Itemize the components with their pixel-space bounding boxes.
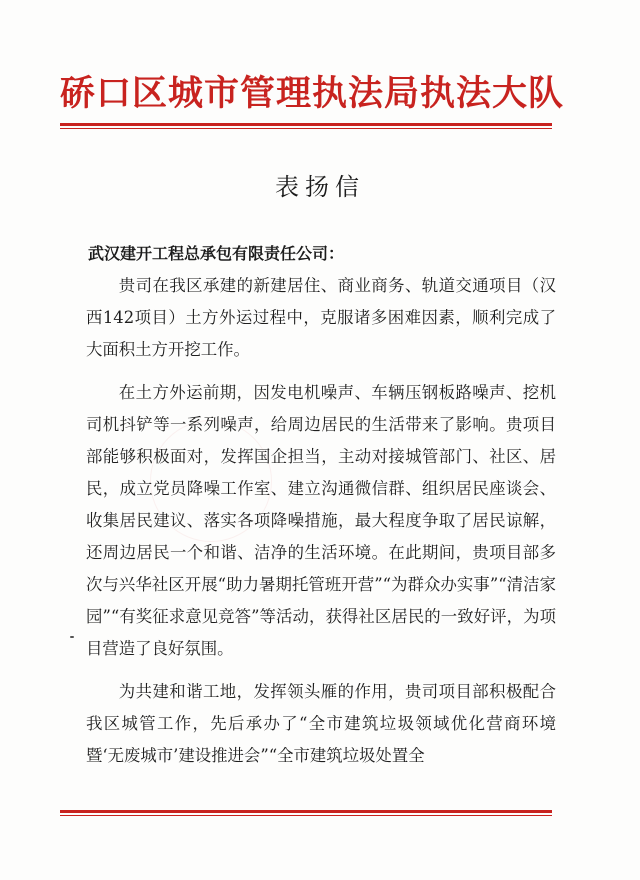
- letterhead-rule-thick: [60, 123, 552, 126]
- body-paragraph-3: 为共建和谐工地，发挥领头雁的作用，贵司项目部积极配合我区城管工作，先后承办了“全市建筑垃圾领域优化营商环境暨‘无废城市’建设推进会”“全市建筑垃圾处置全: [86, 682, 556, 765]
- scan-speck: [70, 636, 74, 638]
- footer-rule-thin: [60, 815, 552, 816]
- footer-rule-thick: [60, 810, 552, 813]
- salutation: 武汉建开工程总承包有限责任公司：: [88, 244, 345, 263]
- letterhead-rule-thin: [60, 128, 552, 129]
- document-body: [86, 270, 556, 783]
- document-title: 表扬信: [275, 173, 365, 201]
- letterhead-org-name: 硚口区城市管理执法局执法大队: [60, 74, 565, 114]
- body-paragraph-1: 贵司在我区承建的新建居住、商业商务、轨道交通项目（汉西142项目）土方外运过程中，克服诸多困难因素，顺利完成了大面积土方开挖工作。: [86, 276, 556, 359]
- body-paragraph-2: 在土方外运前期，因发电机噪声、车辆压钢板路噪声、挖机司机抖铲等一系列噪声，给周边居民的生活带来了影响。贵项目部能够积极面对，发挥国企担当，主动对接城管部门、社区、居民，成立党员降噪工作室、建立沟通微信群、组织居民座谈会、收集居民建议、落实各项降噪措施，最大程度争取了居民谅解，还周边居民一个和谐、洁净的生活环境。在此期间，贵项目部多次与兴华社区开展“助力暑期托管班开营”“为群众办实事”“清洁家园”“有奖征求意见竞答”等活动，获得社区居民的一致好评，为项目营造了良好氛围。: [86, 383, 556, 658]
